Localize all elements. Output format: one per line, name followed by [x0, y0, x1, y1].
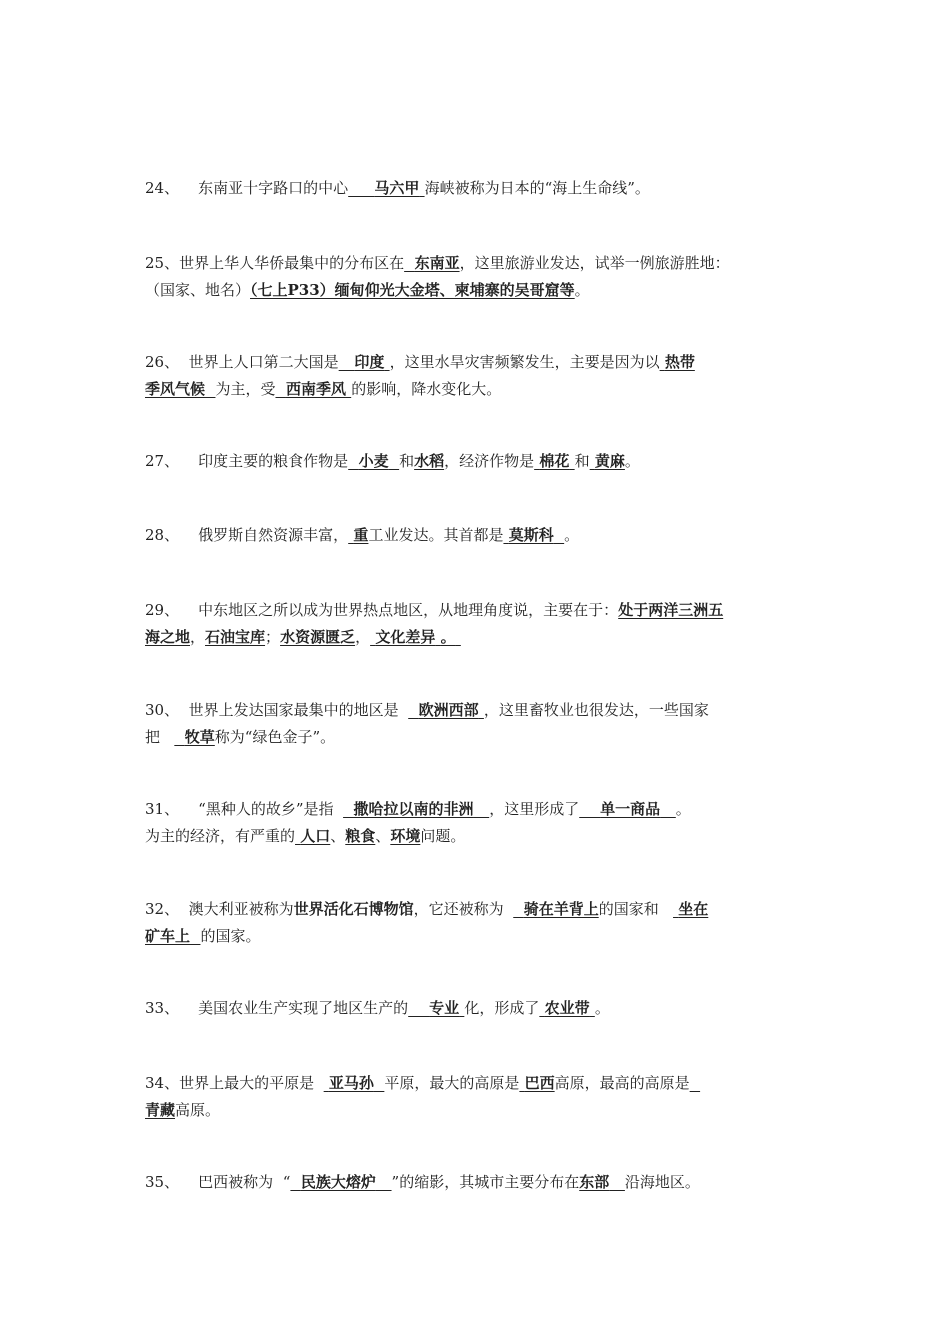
question-text: “黑种人的故乡”是指 — [198, 800, 334, 818]
answer-blank: 印度 — [354, 353, 385, 371]
answer-blank: 民族大熔炉 — [300, 1173, 376, 1191]
answer-blank: 小麦 — [358, 452, 389, 470]
question-number: 33、 — [145, 999, 180, 1017]
question-text: （国家、地名） — [145, 281, 251, 299]
answer-blank: 单一商品 — [600, 800, 661, 818]
answer-blank: 农业带 — [544, 999, 590, 1017]
question-text: ， — [190, 628, 206, 646]
question-text: 为主，受 — [215, 380, 276, 398]
question-text: ，这里形成了 — [489, 800, 580, 818]
question-number: 29、 — [145, 601, 180, 619]
question-text: ，这里畜牧业也很发达，一些国家 — [483, 701, 709, 719]
answer-blank: 人口 — [300, 827, 331, 845]
answer-blank: 季风气候 — [145, 380, 206, 398]
question-33 — [145, 995, 810, 1022]
question-text: 美国农业生产实现了地区生产的 — [198, 999, 409, 1017]
question-text: ”的缩影，其城市主要分布在 — [391, 1173, 580, 1191]
question-text: 工业发达。其首都是 — [368, 526, 504, 544]
question-number: 32、 — [145, 900, 180, 918]
question-28 — [145, 522, 810, 549]
question-number: 34、 — [145, 1074, 180, 1092]
question-30 — [145, 697, 810, 751]
question-text: “ — [282, 1173, 291, 1191]
question-text: 。 — [564, 526, 580, 544]
answer-blank: 青藏 — [145, 1101, 176, 1119]
answer-blank — [690, 1074, 700, 1092]
answer-blank: 牧草 — [184, 728, 215, 746]
answer-blank: （七上P33）缅甸仰光大金塔、柬埔寨的吴哥窟等 — [250, 281, 575, 299]
question-text: 把 — [145, 728, 161, 746]
question-text: ； — [265, 628, 281, 646]
question-number: 28、 — [145, 526, 180, 544]
question-26 — [145, 349, 810, 403]
question-text: ，它还被称为 — [413, 900, 504, 918]
question-text: 为主的经济，有严重的 — [145, 827, 296, 845]
answer-text: 世界活化石博物馆 — [293, 900, 414, 918]
question-text: 世界上华人华侨最集中的分布区在 — [179, 254, 405, 272]
question-text: 澳大利亚被称为 — [188, 900, 294, 918]
answer-blank: 东南亚 — [414, 254, 460, 272]
question-text: 高原，最高的高原是 — [554, 1074, 690, 1092]
question-text: 东南亚十字路口的中心 — [198, 179, 349, 197]
question-text: 、 — [330, 827, 346, 845]
question-34 — [145, 1070, 810, 1124]
question-text: 中东地区之所以成为世界热点地区，从地理角度说，主要在于： — [198, 601, 619, 619]
question-text: 。 — [574, 281, 590, 299]
question-text: 的国家。 — [200, 927, 261, 945]
answer-blank: 专业 — [429, 999, 460, 1017]
question-text: 世界上最大的平原是 — [179, 1074, 315, 1092]
question-number: 25、 — [145, 254, 180, 272]
question-number: 24、 — [145, 179, 180, 197]
answer-blank: 矿车上 — [145, 927, 191, 945]
answer-blank: 环境 — [390, 827, 421, 845]
question-text: 平原，最大的高原是 — [384, 1074, 520, 1092]
question-number: 27、 — [145, 452, 180, 470]
answer-blank: 文化差异 。 — [375, 628, 456, 646]
answer-blank: 马六甲 — [374, 179, 420, 197]
answer-blank: 水稻 — [414, 452, 445, 470]
answer-blank: 海之地 — [145, 628, 191, 646]
question-text: 。 — [675, 800, 691, 818]
question-text: 和 — [574, 452, 590, 470]
answer-blank: 西南季风 — [285, 380, 346, 398]
question-text: 。 — [594, 999, 610, 1017]
answer-blank: 东部 — [579, 1173, 610, 1191]
answer-blank: 巴西 — [524, 1074, 555, 1092]
question-text: ，这里水旱灾害频繁发生，主要是因为以 — [389, 353, 660, 371]
answer-blank: 棉花 — [539, 452, 570, 470]
question-text: 和 — [399, 452, 415, 470]
answer-blank: 重 — [353, 526, 369, 544]
question-32 — [145, 896, 810, 950]
answer-blank: 坐在 — [678, 900, 709, 918]
answer-blank: 亚马孙 — [328, 1074, 374, 1092]
answer-blank: 撒哈拉以南的非洲 — [353, 800, 474, 818]
question-text: 、 — [375, 827, 391, 845]
question-text: ，这里旅游业发达，试举一例旅游胜地： — [459, 254, 730, 272]
question-text: 称为“绿色金子”。 — [214, 728, 336, 746]
question-text: 问题。 — [420, 827, 466, 845]
question-number: 31、 — [145, 800, 180, 818]
question-31 — [145, 796, 810, 850]
question-25 — [145, 250, 810, 304]
question-text: 的影响，降水变化大。 — [351, 380, 502, 398]
question-35 — [145, 1169, 810, 1196]
question-number: 30、 — [145, 701, 180, 719]
question-text: 高原。 — [175, 1101, 221, 1119]
answer-blank: 骑在羊背上 — [523, 900, 599, 918]
question-text: 俄罗斯自然资源丰富， — [198, 526, 349, 544]
question-text: 化，形成了 — [464, 999, 540, 1017]
question-text: 海峡被称为日本的“海上生命线”。 — [424, 179, 650, 197]
answer-blank: 粮食 — [345, 827, 376, 845]
question-text: ， — [355, 628, 371, 646]
question-number: 26、 — [145, 353, 180, 371]
question-text: 巴西被称为 — [198, 1173, 274, 1191]
question-29 — [145, 597, 810, 651]
answer-blank: 黄麻 — [594, 452, 625, 470]
answer-blank: 水资源匮乏 — [280, 628, 356, 646]
answer-blank: 热带 — [664, 353, 695, 371]
answer-blank: 处于两洋三洲五 — [618, 601, 724, 619]
answer-blank: 莫斯科 — [508, 526, 554, 544]
question-text: 世界上人口第二大国是 — [188, 353, 339, 371]
answer-blank: 石油宝库 — [205, 628, 266, 646]
question-text: 。 — [624, 452, 640, 470]
question-text: 世界上发达国家最集中的地区是 — [188, 701, 399, 719]
question-text: 沿海地区。 — [624, 1173, 700, 1191]
question-number: 35、 — [145, 1173, 180, 1191]
question-text: 的国家和 — [598, 900, 659, 918]
question-text: ，经济作物是 — [444, 452, 535, 470]
question-24 — [145, 175, 810, 202]
question-text: 印度主要的粮食作物是 — [198, 452, 349, 470]
answer-blank: 欧洲西部 — [418, 701, 479, 719]
question-27 — [145, 448, 810, 475]
